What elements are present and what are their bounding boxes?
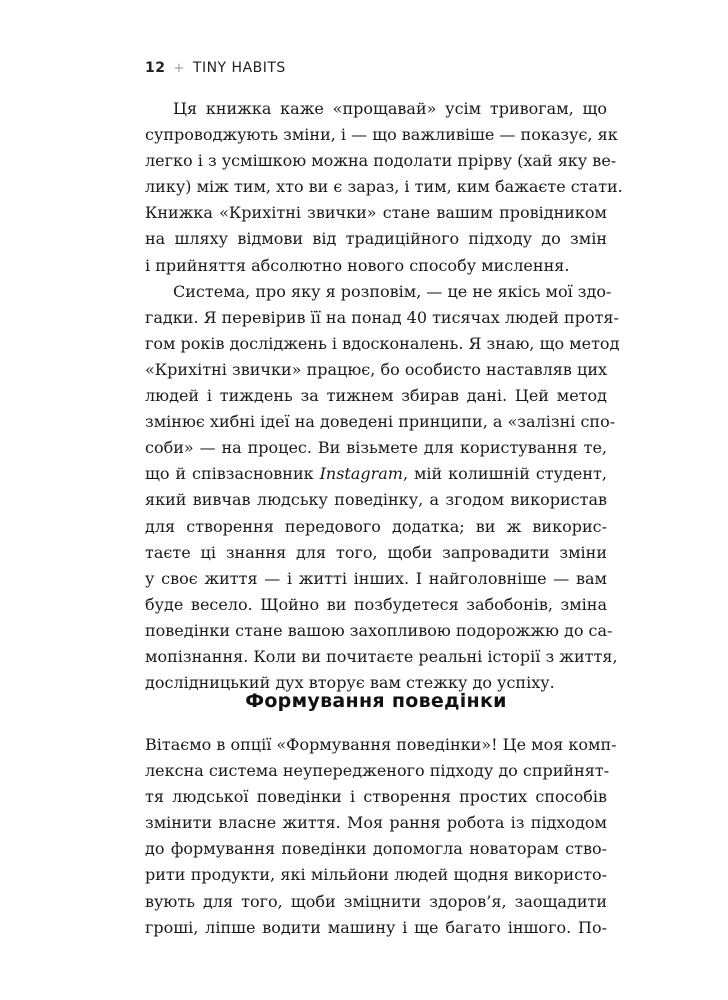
running-head [145,60,286,76]
text-line: рити продукти, які мільйони людей щодня використо- [145,865,607,885]
body-text-section1 [145,96,623,696]
text-line: лику) між тим, хто ви є зараз, і тим, ким бажаєте стати. [145,177,623,197]
body-text-section2 [145,732,617,941]
paragraph-2 [145,279,620,697]
text-line: вують для того, щоби зміцнити здоров’я, заощадити [145,891,607,911]
text-line: Система, про яку я розповім, — це не якісь мої здо- [173,281,612,301]
text-line: до формування поведінки допомогла новаторам ство- [145,839,607,859]
text-line: людей і тиждень за тижнем збирав дані. Цей метод [145,386,607,406]
text-line: поведінки стане вашою захопливою подорожжю до са- [145,620,613,640]
text-line: легко і з усмішкою можна подолати прірву (хай яку ве- [145,151,617,171]
text-line: дослідницький дух вторує вам стежку до успіху. [145,673,555,693]
text-line: супроводжують зміни, і — що важливіше — показує, як [145,125,618,145]
text-line: на шляху відмови від традиційного підходу до змін [145,229,607,249]
separator-icon: + [173,60,185,76]
text-line: тя людської поведінки і створення простих способів [145,787,607,807]
book-title: TINY HABITS [192,60,286,76]
text-line: Ця книжка каже «прощавай» усім тривогам, що [173,99,607,118]
text-line: гом років досліджень і вдосконалень. Я знаю, що метод [145,333,620,353]
text-line: таєте ці знання для того, щоби запровадити зміни [145,542,607,562]
text-line: буде весело. Щойно ви позбудетеся забобонів, зміна [145,594,607,614]
text-line: для створення передового додатка; ви ж викорис- [145,516,607,536]
text-line: мопізнання. Коли ви почитаєте реальні історії з життя, [145,646,618,666]
text-line: який вивчав людську поведінку, а згодом використав [145,490,607,510]
paragraph-1 [145,96,623,279]
text-line: лексна система неупередженого підходу до сприйнят- [145,761,610,781]
text-line: у своє життя — і житті інших. І найголовніше — вам [145,568,607,588]
text-line: «Крихітні звички» працює, бо особисто наставляв цих [145,359,607,379]
page-number: 12 [145,60,166,76]
text-line: гроші, ліпше водити машину і ще багато іншого. По- [145,917,607,937]
text-line: змінює хибні ідеї на доведені принципи, а «залізні спо- [145,412,616,432]
paragraph-3 [145,732,617,941]
text-line-instagram: що й співзасновник Instagram, мій колишній студент, [145,464,607,484]
text-line: соби» — на процес. Ви візьмете для користування те, [145,438,607,458]
text-line: і прийняття абсолютно нового способу мислення. [145,255,570,275]
section-heading: Формування поведінки [245,690,507,712]
text-line: гадки. Я перевірив її на понад 40 тисячах людей протя- [145,307,619,327]
text-line: Вітаємо в опції «Формування поведінки»! Це моя комп- [145,735,617,754]
text-line: Книжка «Крихітні звички» стане вашим провідником [145,203,607,223]
text-line: змінити власне життя. Моя рання робота із підходом [145,813,607,833]
